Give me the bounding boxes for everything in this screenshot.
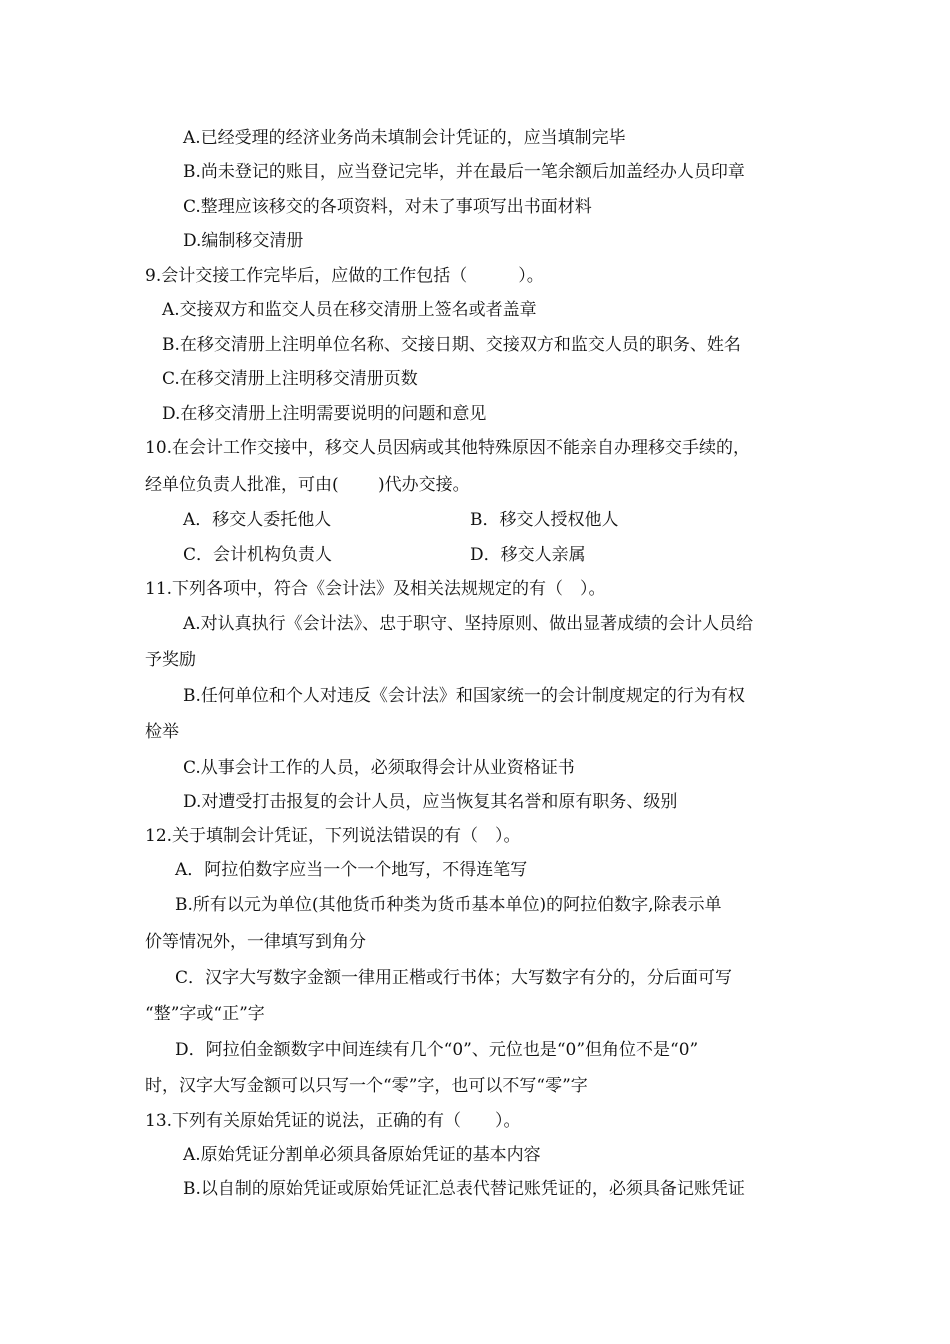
q9-option-c: C.在移交清册上注明移交清册页数 [162, 369, 418, 389]
q9-option-a: A.交接双方和监交人员在移交清册上签名或者盖章 [162, 300, 537, 320]
q11-option-a-line-1: A.对认真执行《会计法》、忠于职守、坚持原则、做出显著成绩的会计人员给 [183, 614, 754, 634]
q10-option-b: B．移交人授权他人 [470, 510, 619, 530]
q8-option-b: B.尚未登记的账目，应当登记完毕，并在最后一笔余额后加盖经办人员印章 [183, 162, 745, 182]
q9-option-d: D.在移交清册上注明需要说明的问题和意见 [162, 404, 487, 424]
q10-option-c: C．会计机构负责人 [183, 545, 333, 565]
q12-option-c-line-1: C．汉字大写数字金额一律用正楷或行书体；大写数字有分的，分后面可写 [175, 968, 733, 988]
q9-stem: 9.会计交接工作完毕后，应做的工作包括（ ）。 [145, 266, 544, 286]
q13-option-b-line-1: B.以自制的原始凭证或原始凭证汇总表代替记账凭证的，必须具备记账凭证 [183, 1179, 745, 1199]
q13-option-a: A.原始凭证分割单必须具备原始凭证的基本内容 [183, 1145, 541, 1165]
q11-option-c: C.从事会计工作的人员，必须取得会计从业资格证书 [183, 758, 575, 778]
q12-option-b-line-2: 价等情况外，一律填写到角分 [145, 932, 366, 952]
q12-option-c-line-2: “整”字或“正”字 [145, 1004, 265, 1024]
q10-option-d: D．移交人亲属 [470, 545, 586, 565]
q12-option-b-line-1: B.所有以元为单位(其他货币种类为货币基本单位)的阿拉伯数字,除表示单 [175, 895, 722, 915]
q11-option-d: D.对遭受打击报复的会计人员，应当恢复其名誉和原有职务、级别 [183, 792, 678, 812]
q11-option-a-line-2: 予奖励 [145, 650, 196, 670]
q12-option-a: A．阿拉伯数字应当一个一个地写，不得连笔写 [175, 860, 528, 880]
q11-stem: 11.下列各项中，符合《会计法》及相关法规规定的有（ ）。 [145, 579, 606, 599]
q8-option-c: C.整理应该移交的各项资料，对未了事项写出书面材料 [183, 197, 592, 217]
q12-option-d-line-1: D．阿拉伯金额数字中间连续有几个“0”、元位也是“0”但角位不是“0” [175, 1040, 699, 1060]
q10-stem-line-2: 经单位负责人批准，可由( )代办交接。 [145, 475, 470, 495]
q12-option-d-line-2: 时，汉字大写金额可以只写一个“零”字，也可以不写“零”字 [145, 1076, 588, 1096]
q10-stem-line-1: 10.在会计工作交接中，移交人员因病或其他特殊原因不能亲自办理移交手续的， [145, 438, 751, 458]
q8-option-a: A.已经受理的经济业务尚未填制会计凭证的，应当填制完毕 [183, 128, 626, 148]
q13-stem: 13.下列有关原始凭证的说法，正确的有（ ）。 [145, 1111, 521, 1131]
q10-option-a: A．移交人委托他人 [183, 510, 332, 530]
q11-option-b-line-1: B.任何单位和个人对违反《会计法》和国家统一的会计制度规定的行为有权 [183, 686, 745, 706]
q9-option-b: B.在移交清册上注明单位名称、交接日期、交接双方和监交人员的职务、姓名 [162, 335, 741, 355]
q8-option-d: D.编制移交清册 [183, 231, 304, 251]
q12-stem: 12.关于填制会计凭证，下列说法错误的有（ ）。 [145, 826, 521, 846]
q11-option-b-line-2: 检举 [145, 722, 179, 742]
